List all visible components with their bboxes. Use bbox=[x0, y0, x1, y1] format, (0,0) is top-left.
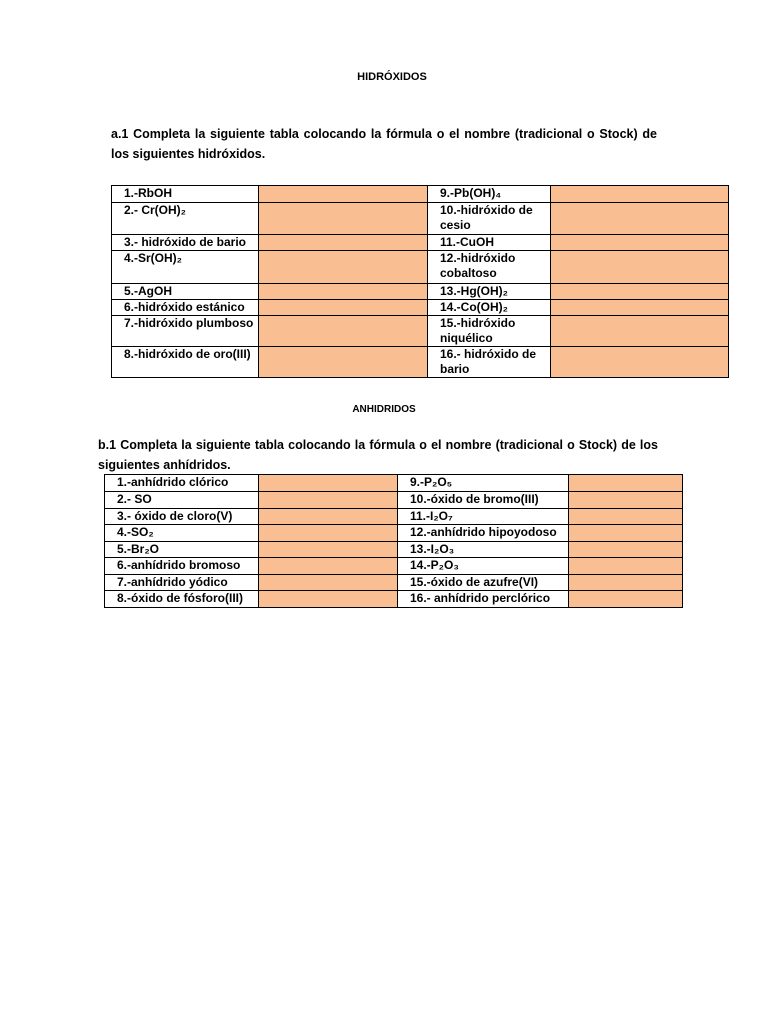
anhydride-item: 7.-anhídrido yódico bbox=[105, 575, 259, 591]
answer-cell[interactable] bbox=[551, 300, 729, 316]
answer-cell[interactable] bbox=[551, 251, 729, 284]
hydroxides-table bbox=[111, 185, 729, 378]
hydroxide-item: 9.-Pb(OH)₄ bbox=[428, 186, 551, 203]
anhydride-item: 12.-anhídrido hipoyodoso bbox=[398, 525, 569, 542]
hydroxide-item: 1.-RbOH bbox=[112, 186, 259, 203]
hydroxides-instruction: a.1 Completa la siguiente tabla colocando la fórmula o el nombre (tradicional o Stock) de los siguientes hidróxidos. bbox=[111, 127, 657, 161]
hydroxide-item: 14.-Co(OH)₂ bbox=[428, 300, 551, 316]
answer-cell[interactable] bbox=[259, 475, 398, 492]
answer-cell[interactable] bbox=[551, 316, 729, 347]
hydroxide-item: 3.- hidróxido de bario bbox=[112, 235, 259, 251]
answer-cell[interactable] bbox=[569, 525, 683, 542]
answer-cell[interactable] bbox=[569, 542, 683, 558]
answer-cell[interactable] bbox=[551, 235, 729, 251]
hydroxide-item: 2.- Cr(OH)₂ bbox=[112, 203, 259, 235]
answer-cell[interactable] bbox=[551, 284, 729, 300]
answer-cell[interactable] bbox=[551, 347, 729, 378]
anhydrides-title: ANHIDRIDOS bbox=[352, 404, 416, 415]
answer-cell[interactable] bbox=[259, 284, 428, 300]
answer-cell[interactable] bbox=[569, 509, 683, 525]
hydroxide-item: 12.-hidróxido cobaltoso bbox=[428, 251, 551, 284]
answer-cell[interactable] bbox=[259, 575, 398, 591]
answer-cell[interactable] bbox=[259, 492, 398, 509]
hydroxide-item: 16.- hidróxido de bario bbox=[428, 347, 551, 378]
answer-cell[interactable] bbox=[259, 316, 428, 347]
anhydride-item: 2.- SO bbox=[105, 492, 259, 509]
hydroxide-item: 5.-AgOH bbox=[112, 284, 259, 300]
anhydride-item: 13.-I₂O₃ bbox=[398, 542, 569, 558]
answer-cell[interactable] bbox=[259, 558, 398, 575]
answer-cell[interactable] bbox=[259, 591, 398, 608]
anhydride-item: 16.- anhídrido perclórico bbox=[398, 591, 569, 608]
anhydride-item: 9.-P₂O₅ bbox=[398, 475, 569, 492]
anhydrides-table bbox=[104, 474, 683, 608]
answer-cell[interactable] bbox=[259, 203, 428, 235]
hydroxide-item: 13.-Hg(OH)₂ bbox=[428, 284, 551, 300]
anhydride-item: 10.-óxido de bromo(III) bbox=[398, 492, 569, 509]
anhydride-item: 6.-anhídrido bromoso bbox=[105, 558, 259, 575]
anhydride-item: 15.-óxido de azufre(VI) bbox=[398, 575, 569, 591]
answer-cell[interactable] bbox=[569, 492, 683, 509]
answer-cell[interactable] bbox=[569, 475, 683, 492]
anhydride-item: 3.- óxido de cloro(V) bbox=[105, 509, 259, 525]
answer-cell[interactable] bbox=[259, 300, 428, 316]
hydroxide-item: 4.-Sr(OH)₂ bbox=[112, 251, 259, 284]
anhydride-item: 1.-anhídrido clórico bbox=[105, 475, 259, 492]
answer-cell[interactable] bbox=[259, 509, 398, 525]
anhydride-item: 11.-I₂O₇ bbox=[398, 509, 569, 525]
hydroxide-item: 6.-hidróxido estánico bbox=[112, 300, 259, 316]
hydroxides-title: HIDRÓXIDOS bbox=[357, 71, 427, 83]
answer-cell[interactable] bbox=[569, 575, 683, 591]
answer-cell[interactable] bbox=[259, 186, 428, 203]
anhydride-item: 8.-óxido de fósforo(III) bbox=[105, 591, 259, 608]
answer-cell[interactable] bbox=[259, 525, 398, 542]
answer-cell[interactable] bbox=[259, 542, 398, 558]
anhydride-item: 14.-P₂O₃ bbox=[398, 558, 569, 575]
answer-cell[interactable] bbox=[259, 235, 428, 251]
anhydride-item: 4.-SO₂ bbox=[105, 525, 259, 542]
hydroxide-item: 10.-hidróxido de cesio bbox=[428, 203, 551, 235]
anhydride-item: 5.-Br₂O bbox=[105, 542, 259, 558]
answer-cell[interactable] bbox=[569, 591, 683, 608]
answer-cell[interactable] bbox=[551, 186, 729, 203]
answer-cell[interactable] bbox=[259, 347, 428, 378]
hydroxide-item: 7.-hidróxido plumboso bbox=[112, 316, 259, 347]
hydroxide-item: 15.-hidróxido niquélico bbox=[428, 316, 551, 347]
hydroxide-item: 11.-CuOH bbox=[428, 235, 551, 251]
answer-cell[interactable] bbox=[551, 203, 729, 235]
anhydrides-instruction: b.1 Completa la siguiente tabla colocando la fórmula o el nombre (tradicional o Stock) de los siguientes anhídridos. bbox=[98, 438, 658, 472]
answer-cell[interactable] bbox=[569, 558, 683, 575]
answer-cell[interactable] bbox=[259, 251, 428, 284]
hydroxide-item: 8.-hidróxido de oro(III) bbox=[112, 347, 259, 378]
